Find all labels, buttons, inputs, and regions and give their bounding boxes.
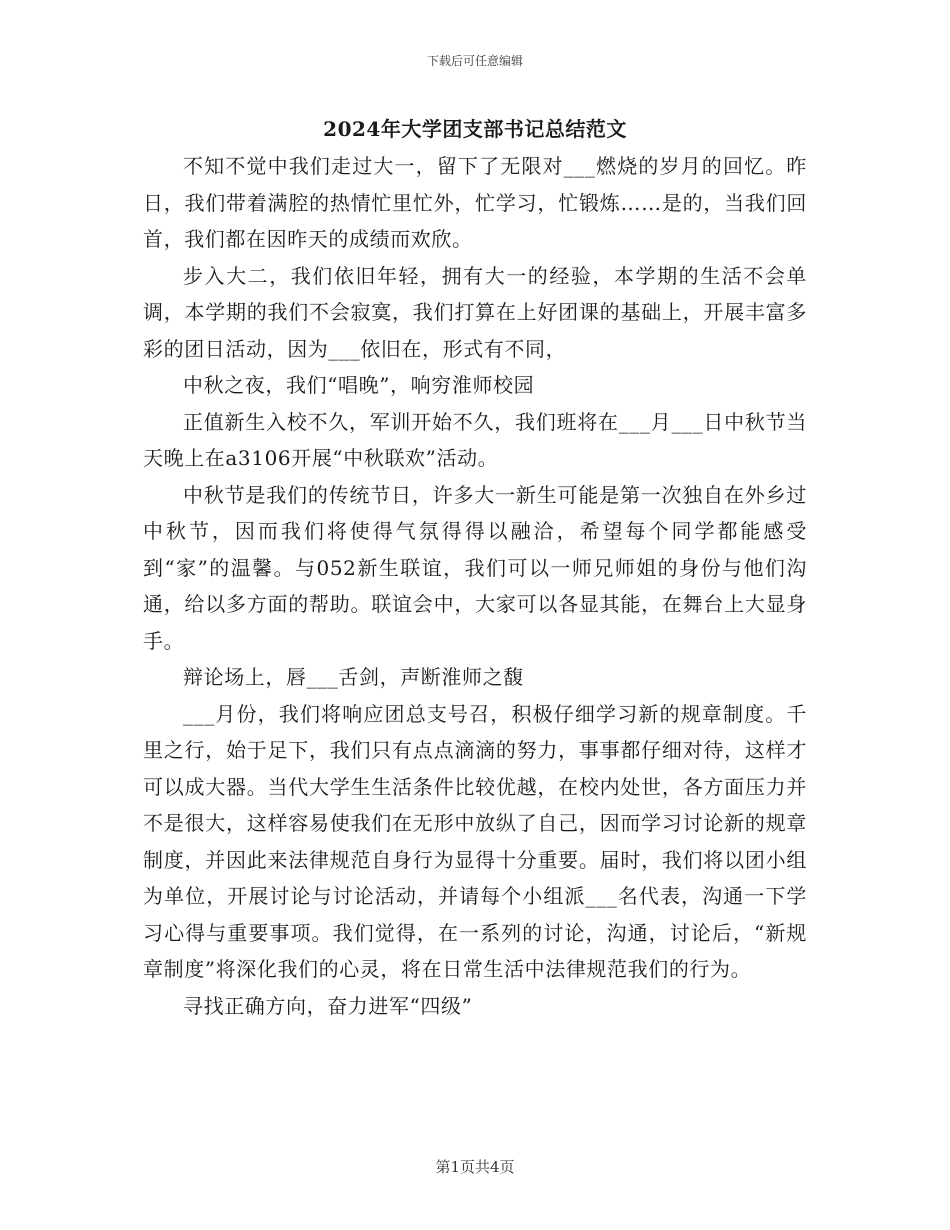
paragraph-regulations: ___月份，我们将响应团总支号召，积极仔细学习新的规章制度。千里之行，始于足下，我们只有点点滴滴的努力，事事都仔细对待，这样才可以成大器。当代大学生生活条件比较优越，在校内处世，各方面压力并不是很大，这样容易使我们在无形中放纵了自己，因而学习讨论新的规章制度，并因此来法律规范自身行为显得十分重要。届时，我们将以团小组为单位，开展讨论与讨论活动，并请每个小组派___名代表，沟通一下学习心得与重要事项。我们觉得，在一系列的讨论，沟通，讨论后，“新规章制度”将深化我们的心灵，将在日常生活中法律规范我们的行为。	[143, 701, 807, 981]
document-title: 2024年大学团支部书记总结范文	[323, 117, 627, 141]
section-heading-cet4: 寻找正确方向，奋力进军“四级”	[183, 993, 473, 1018]
page-number: 第1页共4页	[435, 1158, 515, 1176]
paragraph-intro: 不知不觉中我们走过大一，留下了无限对___燃烧的岁月的回忆。昨日，我们带着满腔的热情忙里忙外，忙学习，忙锻炼……是的，当我们回首，我们都在因昨天的成绩而欢欣。	[143, 154, 807, 251]
paragraph-mid-autumn-plan: 正值新生入校不久，军训开始不久，我们班将在___月___日中秋节当天晚上在a3106开展“中秋联欢”活动。	[143, 409, 807, 470]
section-heading-mid-autumn: 中秋之夜，我们“唱晚”，响穷淮师校园	[183, 373, 535, 397]
paragraph-mid-autumn-detail: 中秋节是我们的传统节日，许多大一新生可能是第一次独自在外乡过中秋节，因而我们将使得气氛得得以融洽，希望每个同学都能感受到“家”的温馨。与052新生联谊，我们可以一师兄师姐的身份与他们沟通，给以多方面的帮助。联谊会中，大家可以各显其能，在舞台上大显身手。	[143, 482, 807, 653]
section-heading-debate: 辩论场上，唇___舌剑，声断淮师之馥	[183, 665, 524, 689]
document-body	[143, 112, 807, 1024]
header-note: 下载后可任意编辑	[426, 54, 523, 68]
paragraph-sophomore: 步入大二，我们依旧年轻，拥有大一的经验，本学期的生活不会单调，本学期的我们不会寂寞，我们打算在上好团课的基础上，开展丰富多彩的团日活动，因为___依旧在，形式有不同，	[143, 263, 807, 361]
